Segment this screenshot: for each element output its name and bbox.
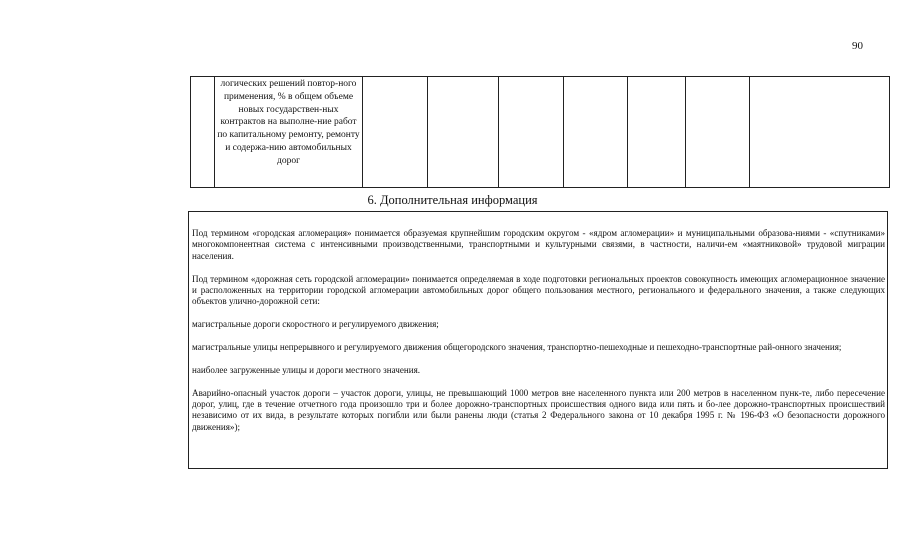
indicators-table [190, 76, 890, 188]
table-cell [499, 77, 564, 188]
info-paragraph-local-streets: наиболее загруженные улицы и дороги местного значения. [192, 364, 421, 375]
info-paragraph-arterial-roads: магистральные дороги скоростного и регулируемого движения; [192, 319, 439, 330]
info-paragraph-road-network: Под термином «дорожная сеть городской агломерации» понимается определяемая в ходе подготовки региональных проектов совокупность имеющих агломерационное значение и расположенных на территории городской агломерации автомобильных дорог общего пользования местного, регионального и федерального значения, а также следующих объектов улично-дорожной сети: [192, 273, 885, 307]
table-cell [686, 77, 750, 188]
info-paragraph-agglomeration: Под термином «городская агломерация» понимается образуемая крупнейшим городским округом - «ядром агломерации» и муниципальными образова-ниями - «спутниками» многокомпонентная система с интенсивными производственными, транспортными и культурными связями, в частности, наличи-ем «маятниковой» трудовой миграции населения. [192, 228, 885, 261]
table-cell [428, 77, 499, 188]
table-cell [363, 77, 428, 188]
additional-info-box [188, 211, 888, 469]
table-cell [628, 77, 686, 188]
table-row [191, 77, 890, 188]
info-paragraph-dangerous-section: Аварийно-опасный участок дороги – участок дороги, улицы, не превышающий 1000 метров вне населенного пункта или 200 метров в населенном пунк-те, либо пересечение дорог, улиц, где в течение отчетного года произошло три и более дорожно-транспортных происшествия одного вида или пять и бо-лее дорожно-транспортных происшествий независимо от их вида, в результате которых погибли или были ранены люди (статья 2 Федерального закона от 10 декабря 1995 г. № 196-ФЗ «О безопасности дорожного движения»); [192, 387, 885, 432]
table-cell-indicator [215, 77, 363, 188]
table-cell [750, 77, 890, 188]
table-cell [564, 77, 628, 188]
indicator-name: логических решений повтор-ного применения, % в общем объеме новых государствен-ных контрактов на выполне-ние работ по капитальному ремонту, ремонту и содержа-нию автомобильных дорог [217, 79, 360, 166]
section-title: 6. Дополнительная информация [367, 193, 538, 207]
page-number: 90 [852, 40, 863, 52]
info-paragraph-arterial-streets: магистральные улицы непрерывного и регулируемого движения общегородского значения, транспортно-пешеходные и пешеходно-транспортные рай-онного значения; [192, 342, 842, 353]
table-cell [191, 77, 215, 188]
